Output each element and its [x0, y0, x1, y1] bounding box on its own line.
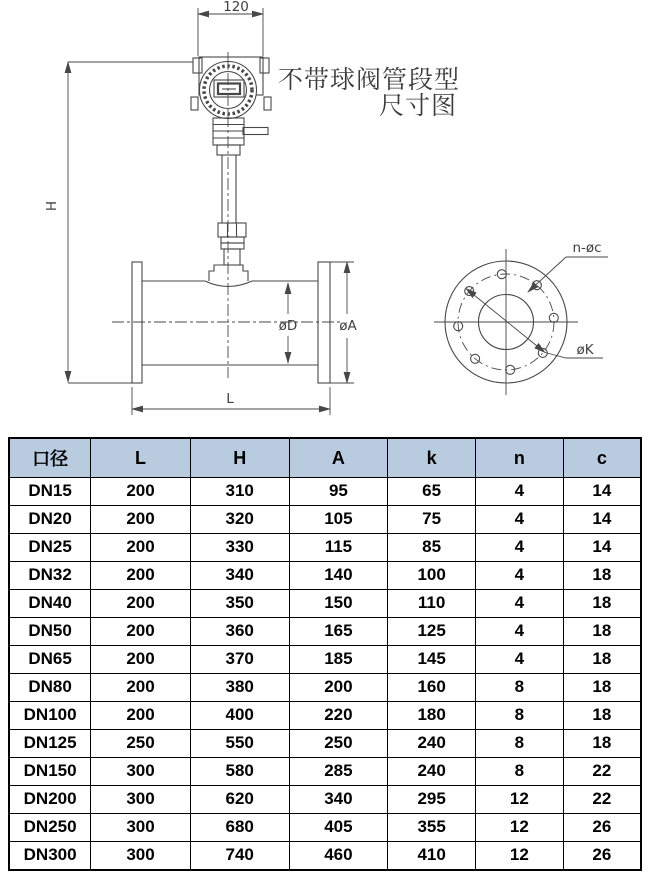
- table-cell: DN15: [9, 478, 91, 506]
- table-cell: 4: [475, 589, 563, 617]
- table-cell: 200: [91, 478, 191, 506]
- table-row: [9, 701, 641, 729]
- column-header: n: [475, 438, 563, 478]
- table-cell: 240: [388, 757, 476, 785]
- column-header: A: [289, 438, 388, 478]
- table-cell: DN20: [9, 505, 91, 533]
- table-cell: 320: [190, 505, 289, 533]
- table-cell: 200: [91, 533, 191, 561]
- column-header: H: [190, 438, 289, 478]
- table-cell: 300: [91, 785, 191, 813]
- table-cell: 300: [91, 757, 191, 785]
- front-view: [132, 57, 330, 383]
- cable-gland: [243, 128, 268, 135]
- dim-label-length: L: [226, 391, 234, 407]
- table-row: [9, 561, 641, 589]
- table-cell: 405: [289, 813, 388, 841]
- hex-nut: [218, 223, 246, 237]
- table-cell: 370: [190, 645, 289, 673]
- table-cell: 350: [190, 589, 289, 617]
- table-cell: 4: [475, 645, 563, 673]
- dim-label-bolt-circle: øK: [576, 342, 594, 358]
- table-cell: 240: [388, 729, 476, 757]
- table-cell: 18: [563, 561, 641, 589]
- table-cell: 22: [563, 757, 641, 785]
- table-row: [9, 841, 641, 870]
- table-row: [9, 813, 641, 841]
- table-cell: 200: [91, 673, 191, 701]
- table-cell: 380: [190, 673, 289, 701]
- drawing-title-line1: 不带球阀管段型: [277, 65, 460, 94]
- table-cell: 220: [289, 701, 388, 729]
- table-cell: 550: [190, 729, 289, 757]
- table-cell: DN250: [9, 813, 91, 841]
- table-cell: 310: [190, 478, 289, 506]
- table-row: [9, 645, 641, 673]
- table-row: [9, 589, 641, 617]
- flowmeter-technical-drawing: [0, 0, 650, 437]
- table-cell: 18: [563, 645, 641, 673]
- dimension-spec-table: [8, 437, 642, 871]
- column-header: k: [388, 438, 476, 478]
- table-cell: 12: [475, 841, 563, 870]
- table-cell: 4: [475, 561, 563, 589]
- table-cell: 4: [475, 505, 563, 533]
- dim-label-flange-diameter: øA: [339, 318, 357, 334]
- table-cell: 100: [388, 561, 476, 589]
- table-row: [9, 478, 641, 506]
- table-cell: 200: [91, 505, 191, 533]
- column-header: L: [91, 438, 191, 478]
- table-cell: 105: [289, 505, 388, 533]
- table-cell: 340: [190, 561, 289, 589]
- table-cell: 110: [388, 589, 476, 617]
- column-header: c: [563, 438, 641, 478]
- flange-end-view: [434, 249, 608, 395]
- table-cell: 740: [190, 841, 289, 870]
- table-cell: 300: [91, 841, 191, 870]
- table-cell: 165: [289, 617, 388, 645]
- table-cell: 8: [475, 701, 563, 729]
- spec-table-body: [9, 478, 641, 871]
- table-cell: 355: [388, 813, 476, 841]
- table-cell: 14: [563, 478, 641, 506]
- table-cell: 680: [190, 813, 289, 841]
- table-cell: 460: [289, 841, 388, 870]
- table-cell: 12: [475, 785, 563, 813]
- table-cell: 295: [388, 785, 476, 813]
- table-cell: 8: [475, 757, 563, 785]
- dim-label-h: H: [44, 200, 60, 212]
- drawing-title-line2: 尺寸图: [378, 91, 457, 120]
- table-cell: 22: [563, 785, 641, 813]
- table-cell: 26: [563, 841, 641, 870]
- table-cell: 95: [289, 478, 388, 506]
- table-cell: 400: [190, 701, 289, 729]
- table-cell: 250: [289, 729, 388, 757]
- table-cell: 18: [563, 729, 641, 757]
- table-cell: 4: [475, 478, 563, 506]
- dim-label-bolt-holes: n-øc: [572, 240, 602, 256]
- table-cell: 8: [475, 673, 563, 701]
- table-row: [9, 785, 641, 813]
- table-cell: 160: [388, 673, 476, 701]
- table-row: [9, 673, 641, 701]
- table-cell: 580: [190, 757, 289, 785]
- table-cell: 14: [563, 505, 641, 533]
- table-row: [9, 505, 641, 533]
- table-cell: 180: [388, 701, 476, 729]
- table-cell: 620: [190, 785, 289, 813]
- table-cell: 185: [289, 645, 388, 673]
- table-cell: 18: [563, 589, 641, 617]
- table-cell: DN125: [9, 729, 91, 757]
- table-row: [9, 617, 641, 645]
- table-cell: 18: [563, 617, 641, 645]
- table-cell: 410: [388, 841, 476, 870]
- table-cell: 200: [91, 589, 191, 617]
- left-flange: [132, 262, 142, 383]
- table-cell: 360: [190, 617, 289, 645]
- table-cell: 4: [475, 533, 563, 561]
- table-cell: 8: [475, 729, 563, 757]
- table-cell: DN100: [9, 701, 91, 729]
- table-cell: 18: [563, 673, 641, 701]
- table-cell: DN40: [9, 589, 91, 617]
- dim-label-inner-diameter: øD: [278, 318, 298, 334]
- table-cell: 115: [289, 533, 388, 561]
- table-cell: DN65: [9, 645, 91, 673]
- table-cell: 200: [91, 617, 191, 645]
- table-cell: DN150: [9, 757, 91, 785]
- table-cell: DN300: [9, 841, 91, 870]
- table-cell: 65: [388, 478, 476, 506]
- table-cell: 250: [91, 729, 191, 757]
- table-row: [9, 533, 641, 561]
- table-cell: DN25: [9, 533, 91, 561]
- right-flange: [318, 262, 330, 383]
- table-cell: 85: [388, 533, 476, 561]
- table-cell: 125: [388, 617, 476, 645]
- table-cell: 4: [475, 617, 563, 645]
- table-cell: 200: [289, 673, 388, 701]
- table-cell: 200: [91, 645, 191, 673]
- table-cell: 18: [563, 701, 641, 729]
- table-cell: 340: [289, 785, 388, 813]
- table-cell: 26: [563, 813, 641, 841]
- table-cell: 75: [388, 505, 476, 533]
- table-cell: 330: [190, 533, 289, 561]
- table-row: [9, 729, 641, 757]
- table-cell: 145: [388, 645, 476, 673]
- table-cell: 285: [289, 757, 388, 785]
- table-cell: 140: [289, 561, 388, 589]
- table-cell: DN50: [9, 617, 91, 645]
- table-row: [9, 757, 641, 785]
- column-header: 口径: [9, 438, 91, 478]
- dimension-drawing: [0, 0, 650, 437]
- table-cell: 200: [91, 561, 191, 589]
- table-cell: 300: [91, 813, 191, 841]
- table-cell: DN80: [9, 673, 91, 701]
- table-cell: DN32: [9, 561, 91, 589]
- table-header-row: [9, 438, 641, 478]
- table-cell: 12: [475, 813, 563, 841]
- table-cell: 200: [91, 701, 191, 729]
- table-cell: 150: [289, 589, 388, 617]
- table-cell: DN200: [9, 785, 91, 813]
- dim-label-120: 120: [223, 0, 249, 15]
- table-cell: 14: [563, 533, 641, 561]
